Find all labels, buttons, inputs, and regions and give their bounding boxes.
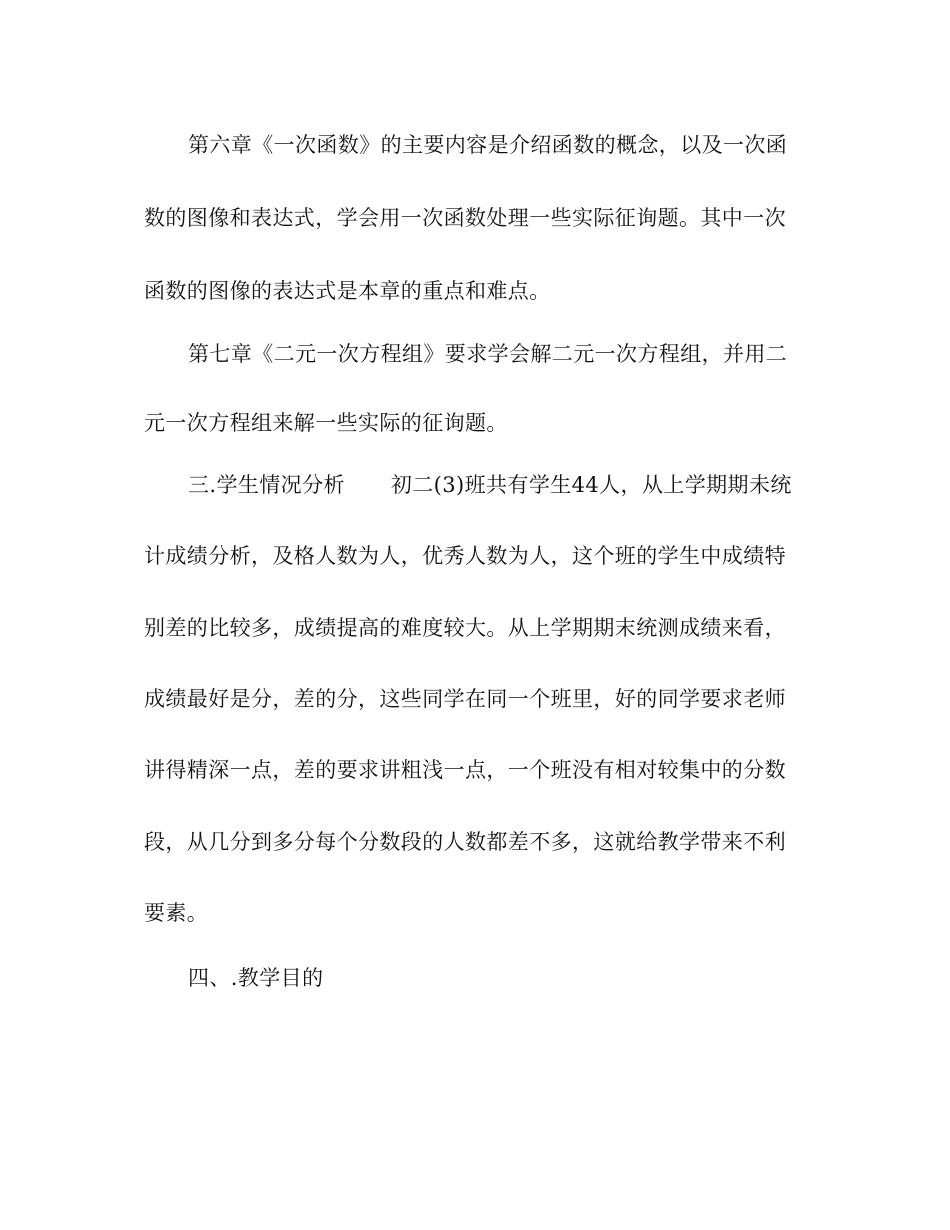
section-heading: 三.学生情况分析 (188, 473, 345, 497)
paragraph-line: 第六章《一次函数》的主要内容是介绍函数的概念，以及一次函 (188, 133, 788, 157)
section-heading-line (188, 470, 808, 500)
paragraph-text: 初二(3)班共有学生44人，从上学期期未统 (390, 473, 792, 497)
paragraph-line: 函数的图像的表达式是本章的重点和难点。 (144, 279, 551, 303)
paragraph-line: 讲得精深一点，差的要求讲粗浅一点，一个班没有相对较集中的分数 (144, 758, 786, 782)
paragraph-line: 元一次方程组来解一些实际的征询题。 (144, 411, 508, 435)
paragraph-line: 数的图像和表达式，学会用一次函数处理一些实际征询题。其中一次 (144, 206, 786, 230)
section-heading: 四、.教学目的 (188, 966, 324, 990)
paragraph-line: 第七章《二元一次方程组》要求学会解二元一次方程组，并用二 (188, 342, 788, 366)
paragraph-line: 成绩最好是分，差的分，这些同学在同一个班里，好的同学要求老师 (144, 687, 786, 711)
paragraph-line: 计成绩分析，及格人数为人，优秀人数为人，这个班的学生中成绩特 (144, 544, 786, 568)
paragraph-line: 别差的比较多，成绩提高的难度较大。从上学期期末统测成绩来看， (144, 616, 786, 640)
paragraph-line: 段，从几分到多分每个分数段的人数都差不多，这就给教学带来不利 (144, 830, 786, 854)
paragraph-line: 要素。 (144, 901, 209, 925)
